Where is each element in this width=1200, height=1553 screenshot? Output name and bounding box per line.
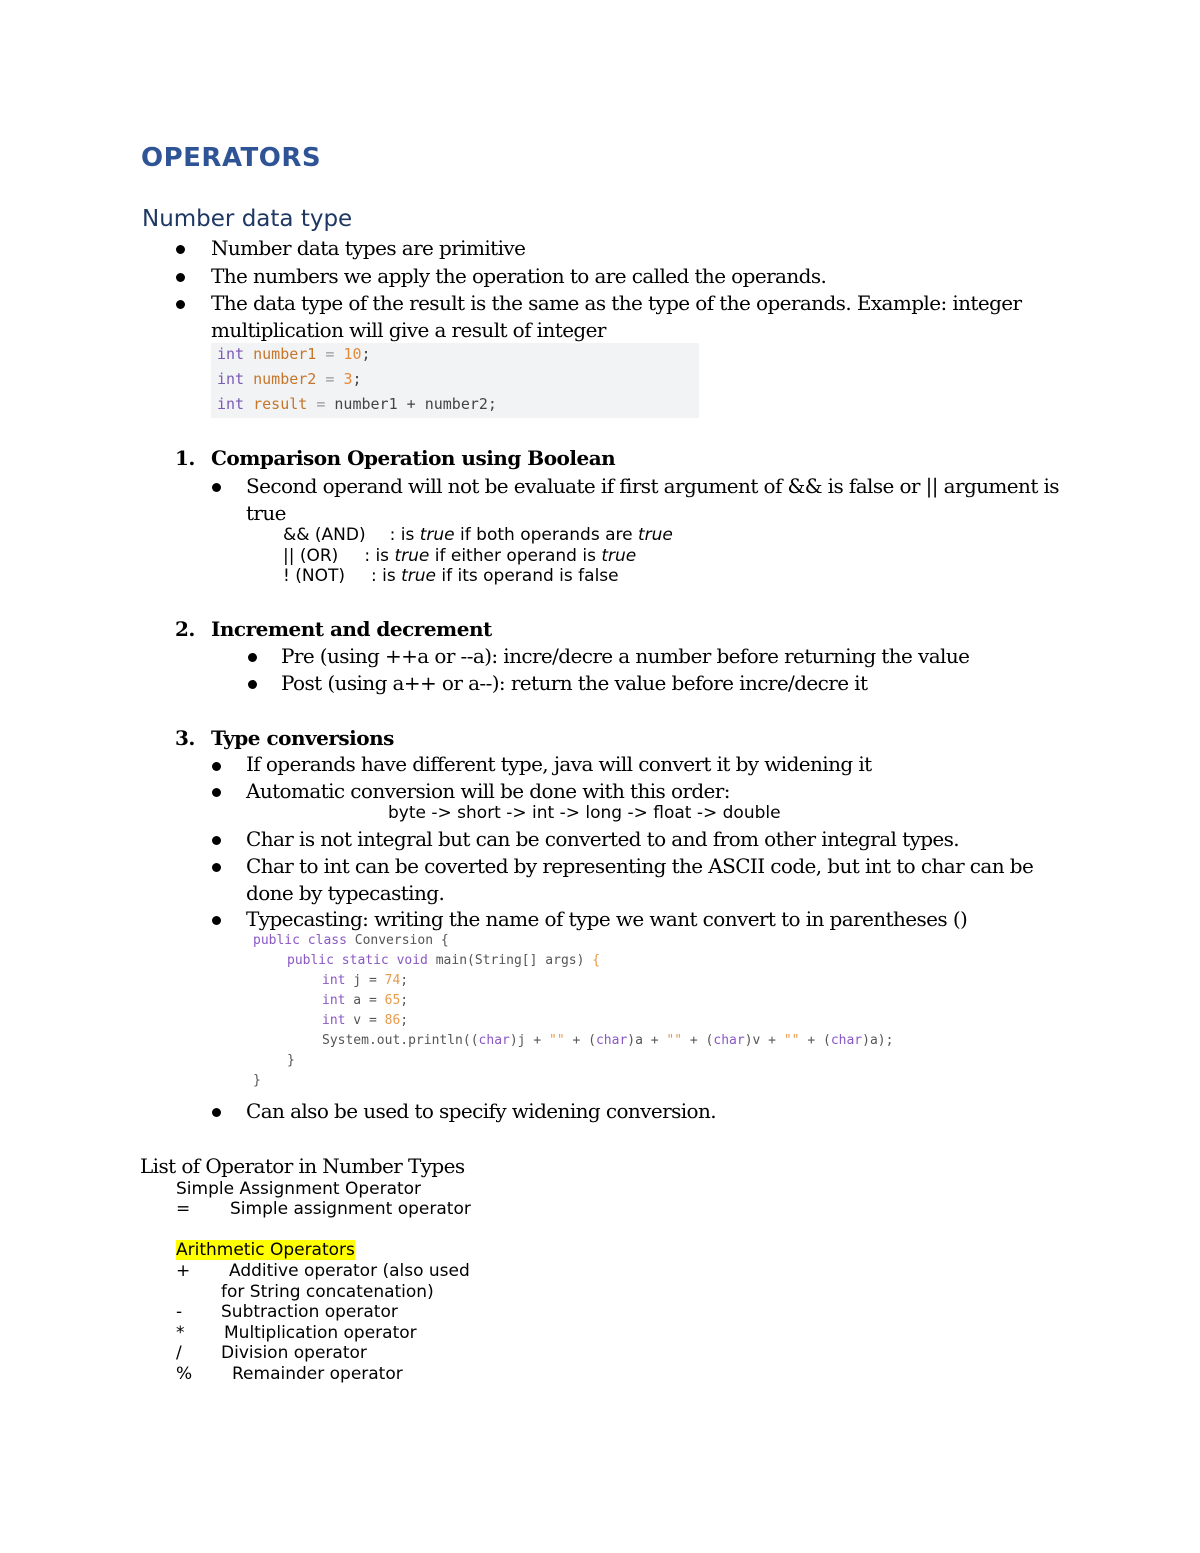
code-line: System.out.println((char)j + "" + (char)a + "" + (char)v + "" + (char)a); (322, 1033, 894, 1048)
operator-symbol: / (176, 1343, 182, 1363)
operator-or-line: || (OR) : is true if either operand is true (283, 546, 637, 566)
list-item: Char is not integral but can be converted to and from other integral types. (246, 827, 960, 851)
bullet-icon (212, 762, 221, 771)
operator-symbol: * (176, 1323, 185, 1343)
bullet-icon (212, 836, 221, 845)
bullet-icon (212, 863, 221, 872)
operator-description: Simple assignment operator (230, 1199, 471, 1219)
operator-and-line: && (AND) : is true if both operands are true (283, 525, 673, 545)
list-item: Can also be used to specify widening conversion. (246, 1099, 717, 1123)
list-item-continuation: done by typecasting. (246, 881, 445, 905)
list-item-continuation: multiplication will give a result of integer (211, 318, 606, 342)
section-number: 3. (175, 726, 195, 750)
section-number: 2. (175, 617, 195, 641)
list-item: Automatic conversion will be done with this order: (246, 779, 730, 803)
section-title-comparison: Comparison Operation using Boolean (211, 446, 616, 470)
list-item: Second operand will not be evaluate if first argument of && is false or || argument is (246, 474, 1059, 498)
section-heading-number-data-type: Number data type (142, 206, 353, 232)
bullet-icon (248, 653, 257, 662)
code-line: } (287, 1053, 295, 1068)
operator-description: Additive operator (also used (229, 1261, 470, 1281)
operator-symbol: = (176, 1199, 191, 1219)
code-line: int v = 86; (322, 1013, 409, 1028)
code-line: public class Conversion { (253, 933, 449, 948)
operator-description: Multiplication operator (224, 1323, 417, 1343)
page-title: OPERATORS (141, 143, 322, 173)
bullet-icon (176, 273, 185, 282)
list-item: Pre (using ++a or --a): incre/decre a number before returning the value (281, 644, 970, 668)
section-title-increment: Increment and decrement (211, 617, 492, 641)
bullet-icon (176, 300, 185, 309)
code-line: } (253, 1073, 261, 1088)
list-item: The numbers we apply the operation to are called the operands. (211, 264, 827, 288)
operator-description: Division operator (221, 1343, 367, 1363)
operator-description: Remainder operator (232, 1364, 403, 1384)
conversion-order: byte -> short -> int -> long -> float -> double (388, 803, 781, 823)
operator-symbol: + (176, 1261, 191, 1281)
operator-list-title: List of Operator in Number Types (140, 1154, 465, 1178)
section-title-type-conversions: Type conversions (211, 726, 394, 750)
bullet-icon (212, 483, 221, 492)
simple-assignment-heading: Simple Assignment Operator (176, 1179, 422, 1199)
code-line: public static void main(String[] args) { (287, 953, 601, 968)
list-item: Number data types are primitive (211, 236, 526, 260)
bullet-icon (212, 916, 221, 925)
operator-symbol: % (176, 1364, 193, 1384)
code-line: int j = 74; (322, 973, 409, 988)
operator-description-continuation: for String concatenation) (221, 1282, 434, 1302)
bullet-icon (176, 245, 185, 254)
operator-description: Subtraction operator (221, 1302, 398, 1322)
list-item: Post (using a++ or a--): return the value before incre/decre it (281, 671, 868, 695)
bullet-icon (212, 1108, 221, 1117)
operator-symbol: - (176, 1302, 183, 1322)
code-line: int number2 = 3; (217, 370, 362, 388)
list-item: The data type of the result is the same as the type of the operands. Example: integer (211, 291, 1022, 315)
code-line: int result = number1 + number2; (217, 395, 497, 413)
bullet-icon (212, 788, 221, 797)
code-line: int number1 = 10; (217, 345, 371, 363)
arithmetic-heading: Arithmetic Operators (176, 1240, 355, 1260)
list-item-continuation: true (246, 501, 286, 525)
operator-not-line: ! (NOT) : is true if its operand is false (283, 566, 619, 586)
code-line: int a = 65; (322, 993, 409, 1008)
list-item: If operands have different type, java will convert it by widening it (246, 752, 872, 776)
list-item: Char to int can be coverted by representing the ASCII code, but int to char can be (246, 854, 1034, 878)
list-item: Typecasting: writing the name of type we want convert to in parentheses () (246, 907, 968, 931)
section-number: 1. (175, 446, 195, 470)
bullet-icon (248, 680, 257, 689)
